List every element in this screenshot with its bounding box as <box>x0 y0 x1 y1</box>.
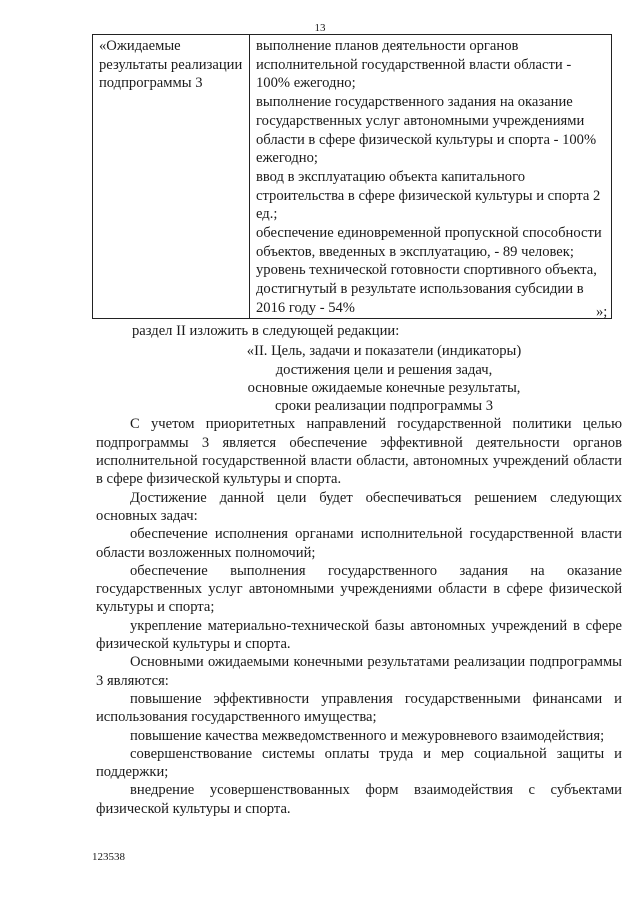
paragraph: Достижение данной цели будет обеспечиваться решением следующих основных задач: <box>96 489 622 524</box>
section-title <box>96 342 622 415</box>
document-id: 123538 <box>92 851 125 863</box>
table-item: обеспечение единовременной пропускной способности объектов, введенных в эксплуатацию, - 89 человек; <box>256 225 602 260</box>
section-title-line: основные ожидаемые конечные результаты, <box>247 379 521 396</box>
table-item: ввод в эксплуатацию объекта капитального строительства в сфере физической культуры и спорта 2 ед.; <box>256 168 601 223</box>
paragraph: повышение эффективности управления государственными финансами и использования государственного имущества; <box>96 690 622 726</box>
table-row <box>93 35 612 319</box>
document-body <box>96 322 622 818</box>
section-title-line: достижения цели и решения задач, <box>275 361 493 378</box>
section-title-line: сроки реализации подпрограммы 3 <box>274 398 494 415</box>
table-item: уровень технической готовности спортивного объекта, достигнутый в результате использования субсидии в 2016 году - 54% <box>256 262 597 316</box>
closing-quote-mark: »; <box>596 304 608 320</box>
paragraph: внедрение усовершенствованных форм взаимодействия с субъектами физической культуры и спорта. <box>96 782 622 817</box>
table-label-cell: «Ожидаемые результаты реализации подпрограммы 3 <box>93 35 250 319</box>
paragraph: укрепление материально-технической базы автономных учреждений в сфере физической культуры и спорта. <box>96 617 622 653</box>
intro-line: раздел II изложить в следующей редакции: <box>132 323 400 339</box>
table-item: выполнение государственного задания на оказание государственных услуг автономными учреждениями области в сфере физической культуры и спорта - 100% ежегодно; <box>256 94 597 167</box>
expected-results-table <box>92 34 612 319</box>
section-title-line: «II. Цель, задачи и показатели (индикаторы) <box>246 343 522 360</box>
paragraph: обеспечение выполнения государственного задания на оказание государственных услуг автономными учреждениями области в сфере физической культуры и спорта; <box>96 562 622 616</box>
table-items-cell <box>250 35 612 319</box>
paragraph: обеспечение исполнения органами исполнительной государственной власти области возложенных полномочий; <box>96 526 622 561</box>
paragraph: Основными ожидаемыми конечными результатами реализации подпрограммы 3 являются: <box>96 654 622 689</box>
paragraph: С учетом приоритетных направлений государственной политики целью подпрограммы 3 является обеспечение эффективной деятельности органов исполнительной государственной власти области, автономных учреждений области в сфере физической культуры и спорта. <box>96 416 622 488</box>
table-item: выполнение планов деятельности органов исполнительной государственной власти области - 100% ежегодно; <box>256 38 572 92</box>
paragraph: совершенствование системы оплаты труда и мер социальной защиты и поддержки; <box>96 745 622 781</box>
page-number: 13 <box>314 22 326 34</box>
paragraph: повышение качества межведомственного и межуровневого взаимодействия; <box>130 727 605 744</box>
